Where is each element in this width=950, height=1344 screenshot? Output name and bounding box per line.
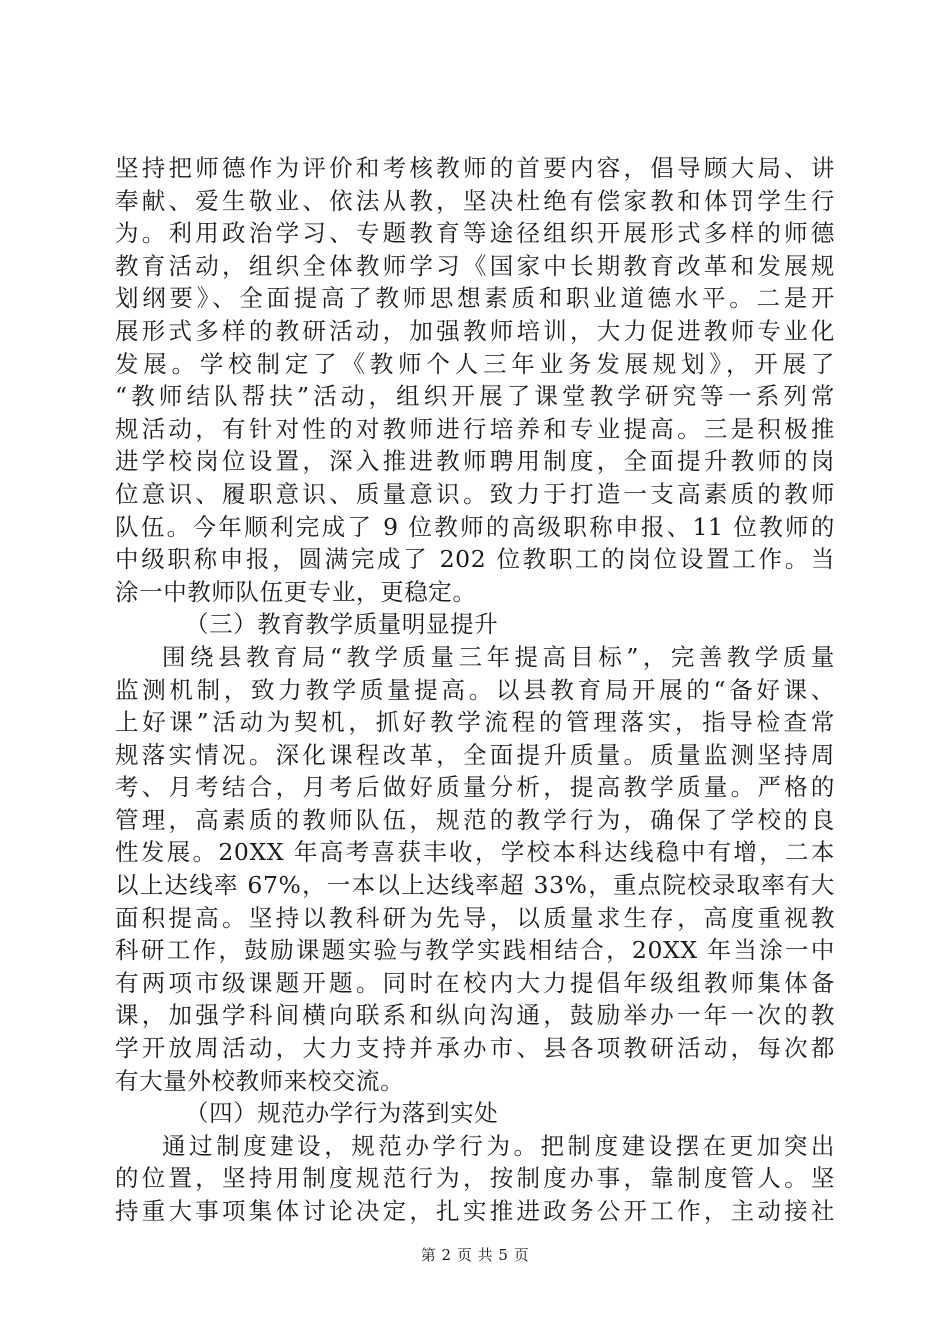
text-line: 有两项市级课题开题。同时在校内大力提倡年级组教师集体备 bbox=[115, 968, 835, 997]
text-line: 性发展。20XX 年高考喜获丰收，学校本科达线稳中有增，二本 bbox=[115, 838, 835, 867]
text-line: 学开放周活动，大力支持并承办市、县各项教研活动，每次都 bbox=[115, 1034, 835, 1063]
text-line: 管理，高素质的教师队伍，规范的教学行为，确保了学校的良 bbox=[115, 805, 835, 834]
text-line: “教师结队帮扶”活动，组织开展了课堂教学研究等一系列常 bbox=[115, 382, 835, 411]
text-line: 为。利用政治学习、专题教育等途径组织开展形式多样的师德 bbox=[115, 219, 835, 248]
text-line: 进学校岗位设置，深入推进教师聘用制度，全面提升教师的岗 bbox=[115, 447, 835, 476]
text-line: 涂一中教师队伍更专业，更稳定。 bbox=[115, 577, 477, 606]
text-line: 队伍。今年顺利完成了 9 位教师的高级职称申报、11 位教师的 bbox=[115, 512, 835, 541]
text-line: 有大量外校教师来校交流。 bbox=[115, 1066, 405, 1095]
text-line: 监测机制，致力教学质量提高。以县教育局开展的“备好课、 bbox=[115, 675, 835, 704]
page-number-footer: 第 2 页 共 5 页 bbox=[420, 1246, 530, 1264]
text-line: 展形式多样的教研活动，加强教师培训，大力促进教师专业化 bbox=[115, 316, 835, 345]
text-line: 考、月考结合，月考后做好质量分析，提高教学质量。严格的 bbox=[115, 773, 835, 802]
text-line: 以上达线率 67%，一本以上达线率超 33%，重点院校录取率有大 bbox=[115, 871, 835, 900]
text-line: 划纲要》、全面提高了教师思想素质和职业道德水平。二是开 bbox=[115, 284, 835, 313]
text-line: 持重大事项集体讨论决定，扎实推进政务公开工作，主动接社 bbox=[115, 1197, 835, 1225]
text-line: 科研工作，鼓励课题实验与教学实践相结合，20XX 年当涂一中 bbox=[115, 936, 835, 965]
text-line: 奉献、爱生敬业、依法从教，坚决杜绝有偿家教和体罚学生行 bbox=[115, 186, 835, 215]
text-line: 中级职称申报，圆满完成了 202 位教职工的岗位设置工作。当 bbox=[115, 545, 835, 574]
section-heading: （四）规范办学行为落到实处 bbox=[185, 1099, 499, 1128]
text-line: 坚持把师德作为评价和考核教师的首要内容，倡导顾大局、讲 bbox=[115, 154, 835, 182]
text-line: 规活动，有针对性的对教师进行培养和专业提高。三是积极推 bbox=[115, 414, 835, 443]
text-line: 上好课”活动为契机，抓好教学流程的管理落实，指导检查常 bbox=[115, 708, 835, 737]
text-line: 位意识、履职意识、质量意识。致力于打造一支高素质的教师 bbox=[115, 479, 835, 508]
document-body bbox=[115, 152, 835, 1228]
text-line: 教育活动，组织全体教师学习《国家中长期教育改革和发展规 bbox=[115, 251, 835, 280]
text-line: 发展。学校制定了《教师个人三年业务发展规划》，开展了 bbox=[115, 349, 835, 378]
text-line: 面积提高。坚持以教科研为先导，以质量求生存，高度重视教 bbox=[115, 903, 835, 932]
text-line: 规落实情况。深化课程改革，全面提升质量。质量监测坚持周 bbox=[115, 740, 835, 769]
text-line: 的位置，坚持用制度规范行为，按制度办事，靠制度管人。坚 bbox=[115, 1164, 835, 1193]
text-line: 围绕县教育局“教学质量三年提高目标”，完善教学质量 bbox=[162, 642, 835, 671]
section-heading: （三）教育教学质量明显提升 bbox=[185, 610, 499, 639]
text-line: 课，加强学科间横向联系和纵向沟通，鼓励举办一年一次的教 bbox=[115, 1001, 835, 1030]
text-line: 通过制度建设，规范办学行为。把制度建设摆在更加突出 bbox=[162, 1131, 835, 1160]
